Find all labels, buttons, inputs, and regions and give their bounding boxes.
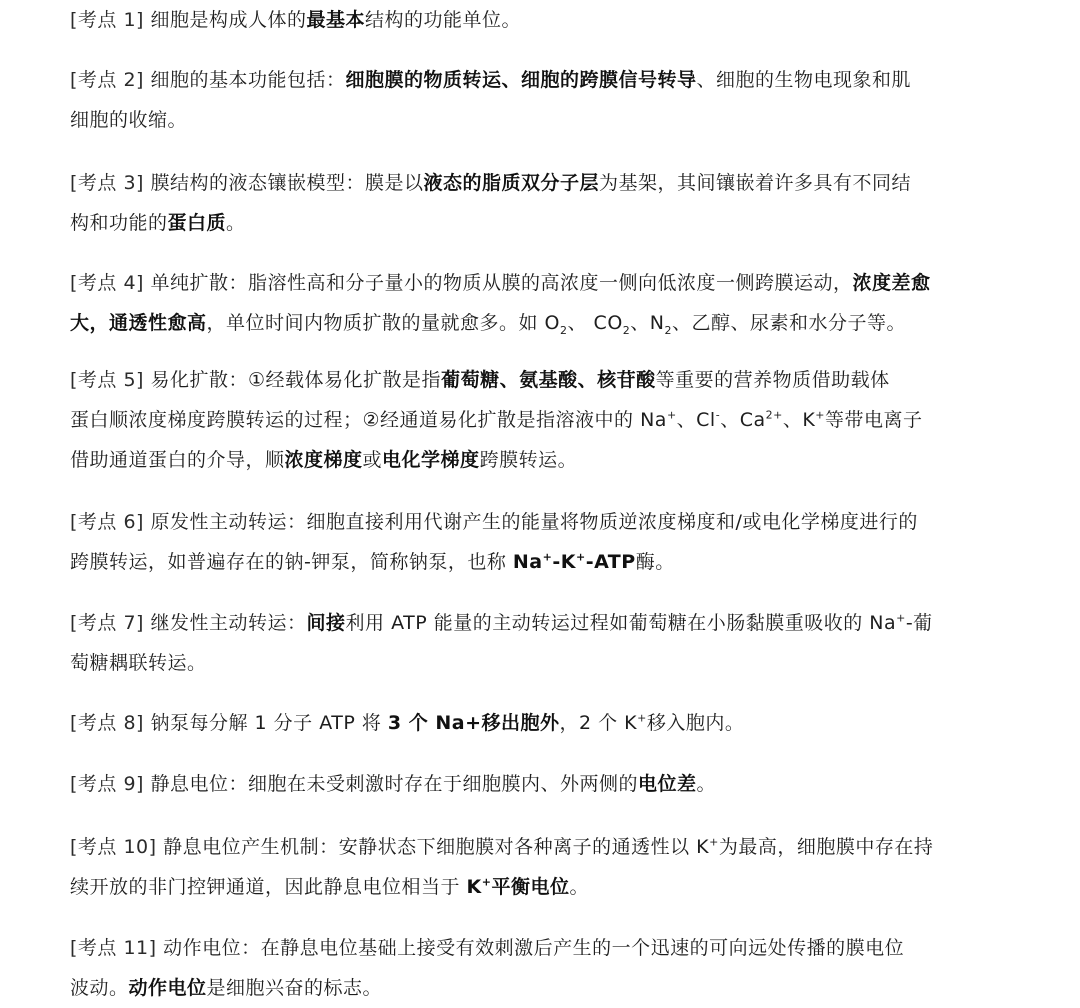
text-segment: 萄糖耦联转运。	[70, 652, 207, 674]
point-tag: [考点 10]	[70, 836, 157, 858]
point-8	[70, 703, 1020, 743]
bold-text: 3 个 Na+移出胞外	[387, 712, 560, 734]
point-tag: [考点 6]	[70, 511, 144, 533]
bold-text: 动作电位	[128, 977, 207, 999]
point-line	[70, 827, 1020, 867]
point-tag: [考点 11]	[70, 937, 157, 959]
point-5	[70, 360, 1020, 480]
bold-text: +	[542, 550, 553, 564]
text-segment: ，2 个 K	[559, 712, 638, 734]
point-line	[70, 603, 1020, 643]
text-segment: +	[896, 611, 906, 625]
text-segment: 波动。	[70, 977, 129, 999]
bold-text: -ATP	[585, 551, 636, 573]
text-segment: 膜结构的液态镶嵌模型：膜是以	[150, 172, 424, 194]
text-segment: 。	[569, 876, 590, 898]
point-tag: [考点 5]	[70, 369, 144, 391]
bold-text: 浓度梯度	[284, 449, 363, 471]
text-segment: 、N	[630, 312, 665, 334]
text-segment: 、 CO	[567, 312, 623, 334]
point-6	[70, 502, 1020, 582]
point-line	[70, 303, 1020, 343]
text-segment: +	[709, 835, 719, 849]
text-segment: ，单位时间内物质扩散的量就愈多。如 O	[206, 312, 561, 334]
point-tag: [考点 4]	[70, 272, 144, 294]
text-segment: 钠泵每分解 1 分子 ATP 将	[150, 712, 388, 734]
text-segment: 、Ca	[720, 409, 766, 431]
bold-text: +	[481, 875, 492, 889]
text-segment: 酶。	[635, 551, 675, 573]
text-segment: 。	[696, 773, 717, 795]
text-segment: 蛋白顺浓度梯度跨膜转运的过程；②经通道易化扩散是指溶液中的 Na	[70, 409, 667, 431]
bold-text: 电化学梯度	[382, 449, 480, 471]
bold-text: -K	[552, 551, 576, 573]
bold-text: 大，通透性愈高	[70, 312, 207, 334]
point-line	[70, 764, 1020, 804]
bold-text: 葡萄糖、氨基酸、核苷酸	[441, 369, 656, 391]
point-line	[70, 542, 1020, 582]
text-segment: 跨膜转运。	[479, 449, 578, 471]
text-segment: 2	[560, 323, 568, 337]
point-line	[70, 0, 1020, 40]
text-segment: 是细胞兴奋的标志。	[206, 977, 383, 999]
text-segment: 结构的功能单位。	[365, 9, 522, 31]
text-segment: 移入胞内。	[646, 712, 745, 734]
text-segment: 构和功能的	[70, 212, 168, 234]
text-segment: 单纯扩散：脂溶性高和分子量小的物质从膜的高浓度一侧向低浓度一侧跨膜运动，	[150, 272, 853, 294]
text-segment: 等带电离子	[825, 409, 923, 431]
point-3	[70, 163, 1020, 243]
point-line	[70, 440, 1020, 480]
bold-text: Na	[512, 551, 543, 573]
point-line	[70, 203, 1020, 243]
text-segment: 、K	[782, 409, 816, 431]
bold-text: +	[575, 550, 586, 564]
text-segment: 为最高，细胞膜中存在持	[718, 836, 934, 858]
point-line	[70, 867, 1020, 907]
text-segment: 2	[664, 323, 672, 337]
point-10	[70, 827, 1020, 907]
text-segment: 原发性主动转运：细胞直接利用代谢产生的能量将物质逆浓度梯度和/或电化学梯度进行的	[150, 511, 918, 533]
point-tag: [考点 9]	[70, 773, 144, 795]
point-line	[70, 643, 1020, 683]
point-line	[70, 163, 1020, 203]
point-7	[70, 603, 1020, 683]
text-segment: 、Cl	[676, 409, 716, 431]
text-segment: 、细胞的生物电现象和肌	[696, 69, 912, 91]
text-segment: 或	[362, 449, 383, 471]
point-9	[70, 764, 1020, 804]
text-segment: 继发性主动转运：	[150, 612, 307, 634]
text-segment: 静息电位：细胞在未受刺激时存在于细胞膜内、外两侧的	[150, 773, 639, 795]
text-segment: -葡	[905, 612, 933, 634]
point-line	[70, 263, 1020, 303]
text-segment: 易化扩散：①经载体易化扩散是指	[150, 369, 442, 391]
point-line	[70, 400, 1020, 440]
point-2	[70, 60, 1020, 140]
point-tag: [考点 2]	[70, 69, 144, 91]
text-segment: 静息电位产生机制：安静状态下细胞膜对各种离子的通透性以 K	[163, 836, 710, 858]
bold-text: 最基本	[306, 9, 366, 31]
bold-text: K	[466, 876, 482, 898]
text-segment: 细胞的收缩。	[70, 109, 188, 131]
text-segment: +	[637, 711, 647, 725]
text-segment: +	[815, 408, 826, 422]
point-tag: [考点 3]	[70, 172, 144, 194]
point-line	[70, 703, 1020, 743]
text-segment: +	[666, 408, 677, 422]
text-segment: 2	[622, 323, 631, 337]
point-1	[70, 0, 1020, 40]
text-segment: 细胞的基本功能包括：	[150, 69, 346, 91]
text-segment: 、乙醇、尿素和水分子等。	[672, 312, 907, 334]
text-segment: 为基架，其间镶嵌着许多具有不同结	[599, 172, 912, 194]
point-line	[70, 100, 1020, 140]
text-segment: 2+	[765, 408, 783, 422]
bold-text: 浓度差愈	[852, 272, 931, 294]
point-11	[70, 928, 1020, 1008]
point-tag: [考点 7]	[70, 612, 144, 634]
text-segment: 。	[226, 212, 246, 234]
point-line	[70, 502, 1020, 542]
point-line	[70, 360, 1020, 400]
bold-text: 蛋白质	[167, 212, 227, 234]
bold-text: 电位差	[638, 773, 697, 795]
point-line	[70, 60, 1020, 100]
text-segment: 等重要的营养物质借助载体	[655, 369, 890, 391]
point-line	[70, 928, 1020, 968]
text-segment: 续开放的非门控钾通道，因此静息电位相当于	[70, 876, 467, 898]
text-segment: 细胞是构成人体的	[150, 9, 307, 31]
point-line	[70, 968, 1020, 1008]
bold-text: 细胞膜的物质转运、细胞的跨膜信号转导	[345, 69, 697, 91]
bold-text: 平衡电位	[491, 876, 570, 898]
text-segment: 借助通道蛋白的介导，顺	[70, 449, 285, 471]
bold-text: 液态的脂质双分子层	[423, 172, 600, 194]
point-tag: [考点 1]	[70, 9, 144, 31]
bold-text: 间接	[306, 612, 346, 634]
text-segment: 动作电位：在静息电位基础上接受有效刺激后产生的一个迅速的可向远处传播的膜电位	[163, 937, 905, 959]
text-segment: 利用 ATP 能量的主动转运过程如葡萄糖在小肠黏膜重吸收的 Na	[345, 612, 897, 634]
point-4	[70, 263, 1020, 343]
text-segment: 跨膜转运，如普遍存在的钠-钾泵，简称钠泵，也称	[70, 551, 513, 573]
point-tag: [考点 8]	[70, 712, 144, 734]
text-segment: -	[715, 408, 721, 422]
